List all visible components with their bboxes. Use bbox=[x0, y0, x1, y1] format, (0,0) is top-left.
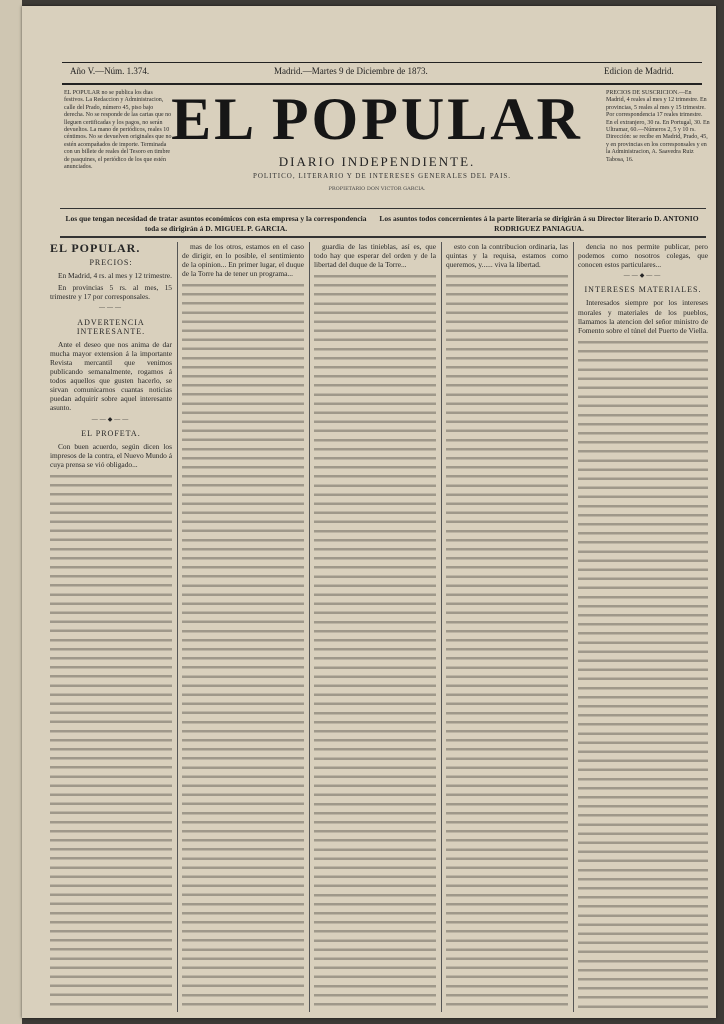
issue-number: Año V.—Núm. 1.374. bbox=[70, 66, 150, 76]
publication-info-box: EL POPULAR no se publica los dias festivos. La Redaccion y Administracion, calle del Prado, número 45, piso bajo derecha. No se responde de las cartas que no lleguen certificadas y los pagos, no serán devueltos. La mano de periódicos, reales 10 céntimos. No se devuelven originales que no estén acompañados de importe. Terminada con un billete de reales del Tesoro en timbre de pasquines, el periódico de los que estén anunciados. bbox=[64, 90, 172, 171]
warning-heading: ADVERTENCIA INTERESANTE. bbox=[76, 317, 146, 336]
edition-label: Edicion de Madrid. bbox=[604, 66, 674, 76]
warning-text: Ante el deseo que nos anima de dar mucha mayor extension á la importante Revista mercantil que venimos publicando semanalmente, rogamos á todos aquellos que gusten hacerlo, se sirvan comunicarnos cuantas noticias puedan adquirir sobre aquel interesante asunto. bbox=[50, 339, 172, 413]
divider: ——◆—— bbox=[623, 273, 663, 280]
section-text-profeta: Con buen acuerdo, según dicen los impresos de la contra, el Nuevo Mundo á cuya prensa se vió obligado... bbox=[50, 441, 172, 469]
column-title: EL POPULAR. bbox=[50, 242, 141, 255]
masthead-owner: PROPIETARIO DON VICTOR GARCIA. bbox=[328, 186, 426, 192]
prices-provinces: En provincias 5 rs. al mes, 15 trimestre y 17 por corresponsales. bbox=[50, 283, 172, 302]
section-heading-profeta: EL PROFETA. bbox=[81, 428, 141, 438]
masthead-subtitle: DIARIO INDEPENDIENTE. bbox=[278, 154, 476, 169]
header-bottom-rule bbox=[62, 83, 702, 85]
divider: ——— bbox=[99, 305, 123, 312]
notice-literary: Los asuntos todos concernientes á la parte literaria se dirigirán á su Director literario D. ANTONIO RODRIGUEZ PANIAGUA. bbox=[379, 214, 699, 233]
column-3-text: guardia de las tinieblas, así es, que todo hay que esperar del orden y de la libertad del duque de la Torre... bbox=[314, 242, 436, 270]
newspaper-page bbox=[22, 6, 716, 1018]
column-4 bbox=[446, 242, 568, 1012]
column-2 bbox=[182, 242, 304, 1012]
notice-top-rule bbox=[60, 208, 706, 209]
notice-economic: Los que tengan necesidad de tratar asuntos económicos con esta empresa y la correspondencia toda se dirigirán á D. MIGUEL P. GARCIA. bbox=[65, 214, 367, 233]
section-heading-intereses: INTERESES MATERIALES. bbox=[584, 285, 702, 295]
prices-madrid: En Madrid, 4 rs. al mes y 12 trimestre. bbox=[58, 271, 172, 281]
column-separator bbox=[573, 242, 574, 1012]
column-2-text: mas de los otros, estamos en el caso de dirigir, en lo posible, el sentimiento de la opinion... En primer lugar, el duque de la Torre ha de tener un programa... bbox=[182, 242, 304, 279]
section-text-intereses: Interesados siempre por los intereses morales y materiales de los pueblos, llamamos la atencion del señor ministro de Fomento sobre el túnel del Puerto de Viella. bbox=[578, 298, 708, 335]
column-separator bbox=[177, 242, 178, 1012]
masthead-title: EL POPULAR bbox=[171, 86, 583, 152]
masthead-tagline: POLITICO, LITERARIO Y DE INTERESES GENERALES DEL PAIS. bbox=[252, 172, 512, 180]
prices-heading: PRECIOS: bbox=[89, 258, 133, 268]
column-3 bbox=[314, 242, 436, 1012]
body-text-lines bbox=[578, 338, 708, 1012]
column-4-text: esto con la contribucion ordinaria, las quintas y la requisa, estamos como queremos, y...... viva la libertad. bbox=[446, 242, 568, 270]
body-text-lines bbox=[50, 472, 172, 1012]
column-5-text: dencia no nos permite publicar, pero podemos como nosotros colegas, que conocen estos particulares... bbox=[578, 242, 708, 270]
column-1 bbox=[50, 242, 172, 1012]
body-text-lines bbox=[446, 272, 568, 1012]
divider: ——◆—— bbox=[91, 416, 131, 423]
column-separator bbox=[309, 242, 310, 1012]
body-text-lines bbox=[314, 272, 436, 1012]
adjacent-page-edge bbox=[0, 0, 22, 1024]
notice-bottom-rule bbox=[60, 236, 706, 238]
column-5 bbox=[578, 242, 708, 1012]
body-text-lines bbox=[182, 281, 304, 1012]
dateline: Madrid.—Martes 9 de Diciembre de 1873. bbox=[274, 66, 428, 76]
subscription-prices-box: PRECIOS DE SUSCRICION.—En Madrid, 4 reales al mes y 12 trimestre. En provincias, 5 reales al mes y 15 trimestre. Por correspondencia 17 reales trimestre. En el extranjero, 30 ra. En Portugal, 30. En Ultramar, 60.—Números 2, 5 y 10 rs. Dirección: se recibe en Madrid, Prado, 45, y en provincias en los corresponsales y en la Administracion, A. Saavedra Ruiz Tabosa, 16. bbox=[606, 90, 710, 163]
column-separator bbox=[441, 242, 442, 1012]
header-top-rule bbox=[62, 62, 702, 63]
